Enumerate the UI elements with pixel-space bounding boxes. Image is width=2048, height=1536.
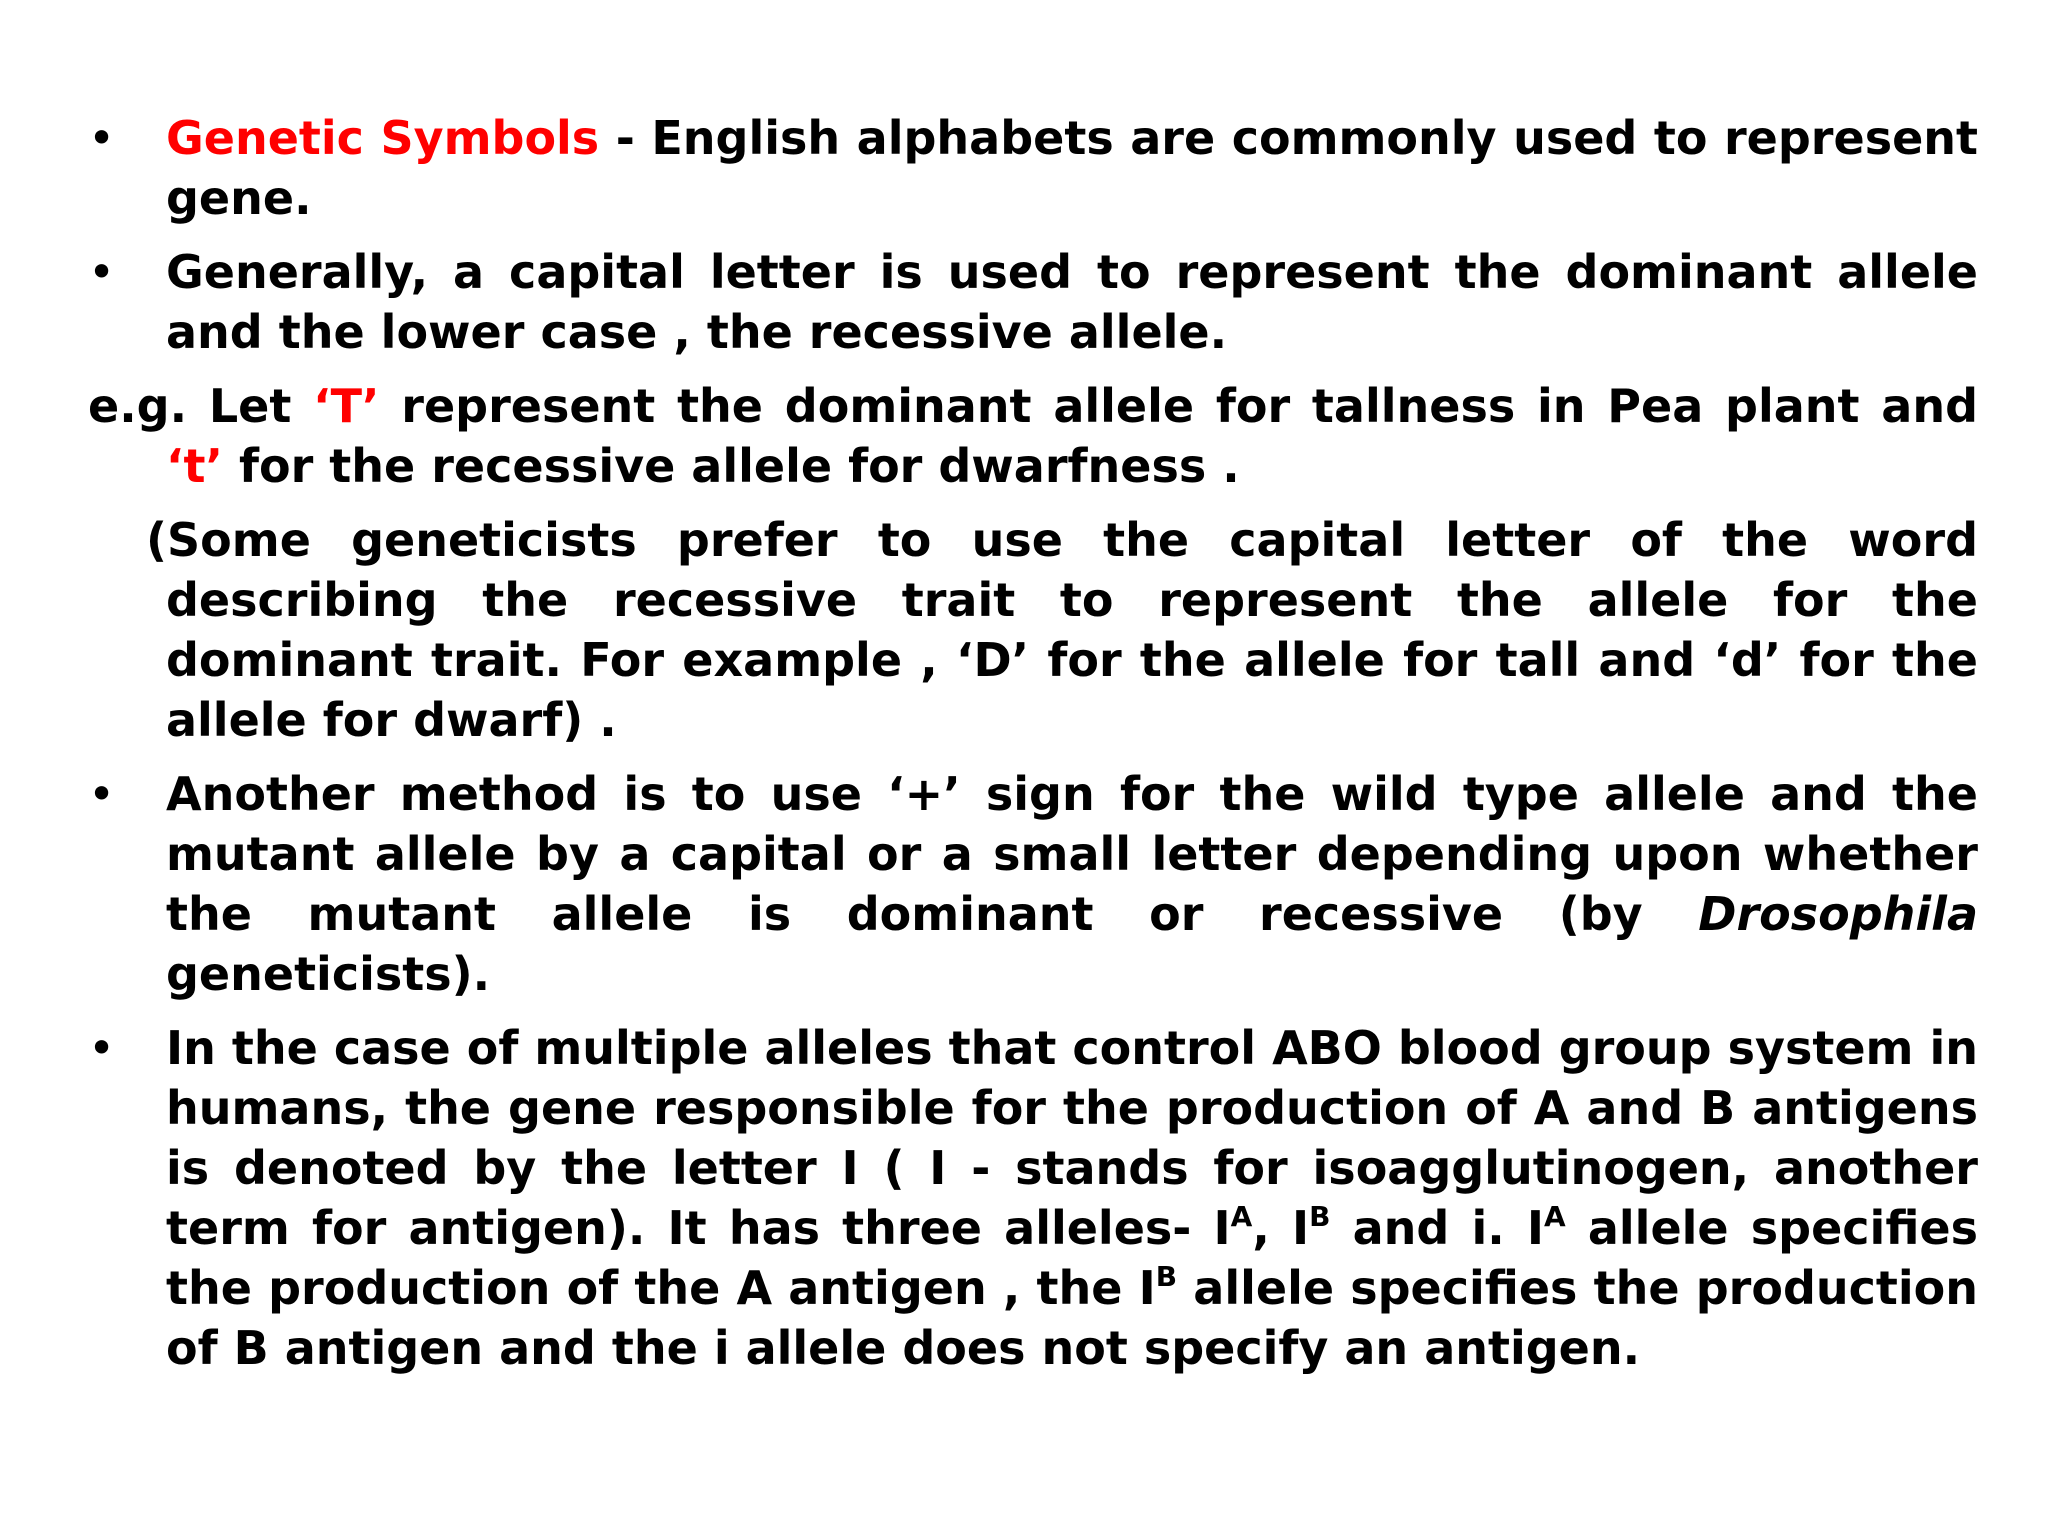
abo-text-4: allele specifies the production of the A antigen , the I	[166, 1201, 1979, 1315]
bullet-genetic-symbols	[88, 108, 1978, 228]
example-suffix: for the recessive allele for dwarfness .	[222, 439, 1240, 493]
superscript-B: B	[1155, 1260, 1178, 1293]
example-middle: represent the dominant allele for tallness in Pea plant and	[379, 379, 1978, 433]
drosophila-term: Drosophila	[1698, 887, 1978, 941]
genetic-symbols-text: - English alphabets are commonly used to represent gene.	[166, 111, 1979, 225]
bullet-wild-type	[88, 764, 1978, 1004]
example-tallness	[88, 376, 1978, 496]
bullet-dot-icon: •	[88, 245, 116, 299]
capital-letter-text: Generally, a capital letter is used to represent the dominant allele and the lower case , the recessive allele.	[166, 245, 1978, 359]
geneticists-note	[88, 510, 1978, 750]
symbol-recessive-t: ‘t’	[166, 439, 223, 493]
bullet-capital-letter	[88, 242, 1978, 362]
genetic-symbols-heading: Genetic Symbols	[166, 111, 600, 165]
abo-text-5: allele specifies the production of B antigen and the i allele does not specify an antigen.	[166, 1261, 1978, 1375]
abo-text-1: In the case of multiple alleles that control ABO blood group system in humans, the gene responsible for the production of A and B antigens is denoted by the letter I ( I - stands for isoagglutinogen, another term for antigen). It has three alleles- I	[166, 1021, 1978, 1255]
wild-type-suffix: geneticists).	[166, 947, 491, 1001]
geneticists-note-text: (Some geneticists prefer to use the capital letter of the word describing the recessive trait to represent the allele for the dominant trait. For example , ‘D’ for the allele for tall and ‘d’ for the allele for dwarf) .	[146, 513, 1978, 747]
example-prefix: e.g. Let	[88, 379, 314, 433]
bullet-dot-icon: •	[88, 111, 116, 165]
superscript-B: B	[1309, 1200, 1331, 1233]
superscript-A: A	[1544, 1200, 1566, 1233]
abo-text-2: , I	[1252, 1201, 1310, 1255]
abo-text-3: and i. I	[1330, 1201, 1545, 1255]
superscript-A: A	[1230, 1200, 1253, 1233]
wild-type-text: Another method is to use ‘+’ sign for the wild type allele and the mutant allele by a capital or a small letter depending upon whether the mutant allele is dominant or recessive (by	[166, 767, 1978, 941]
symbol-dominant-T: ‘T’	[313, 379, 380, 433]
bullet-abo-blood-group	[88, 1018, 1978, 1378]
slide-content	[88, 108, 1978, 1392]
bullet-dot-icon: •	[88, 1021, 116, 1075]
bullet-dot-icon: •	[88, 767, 116, 821]
